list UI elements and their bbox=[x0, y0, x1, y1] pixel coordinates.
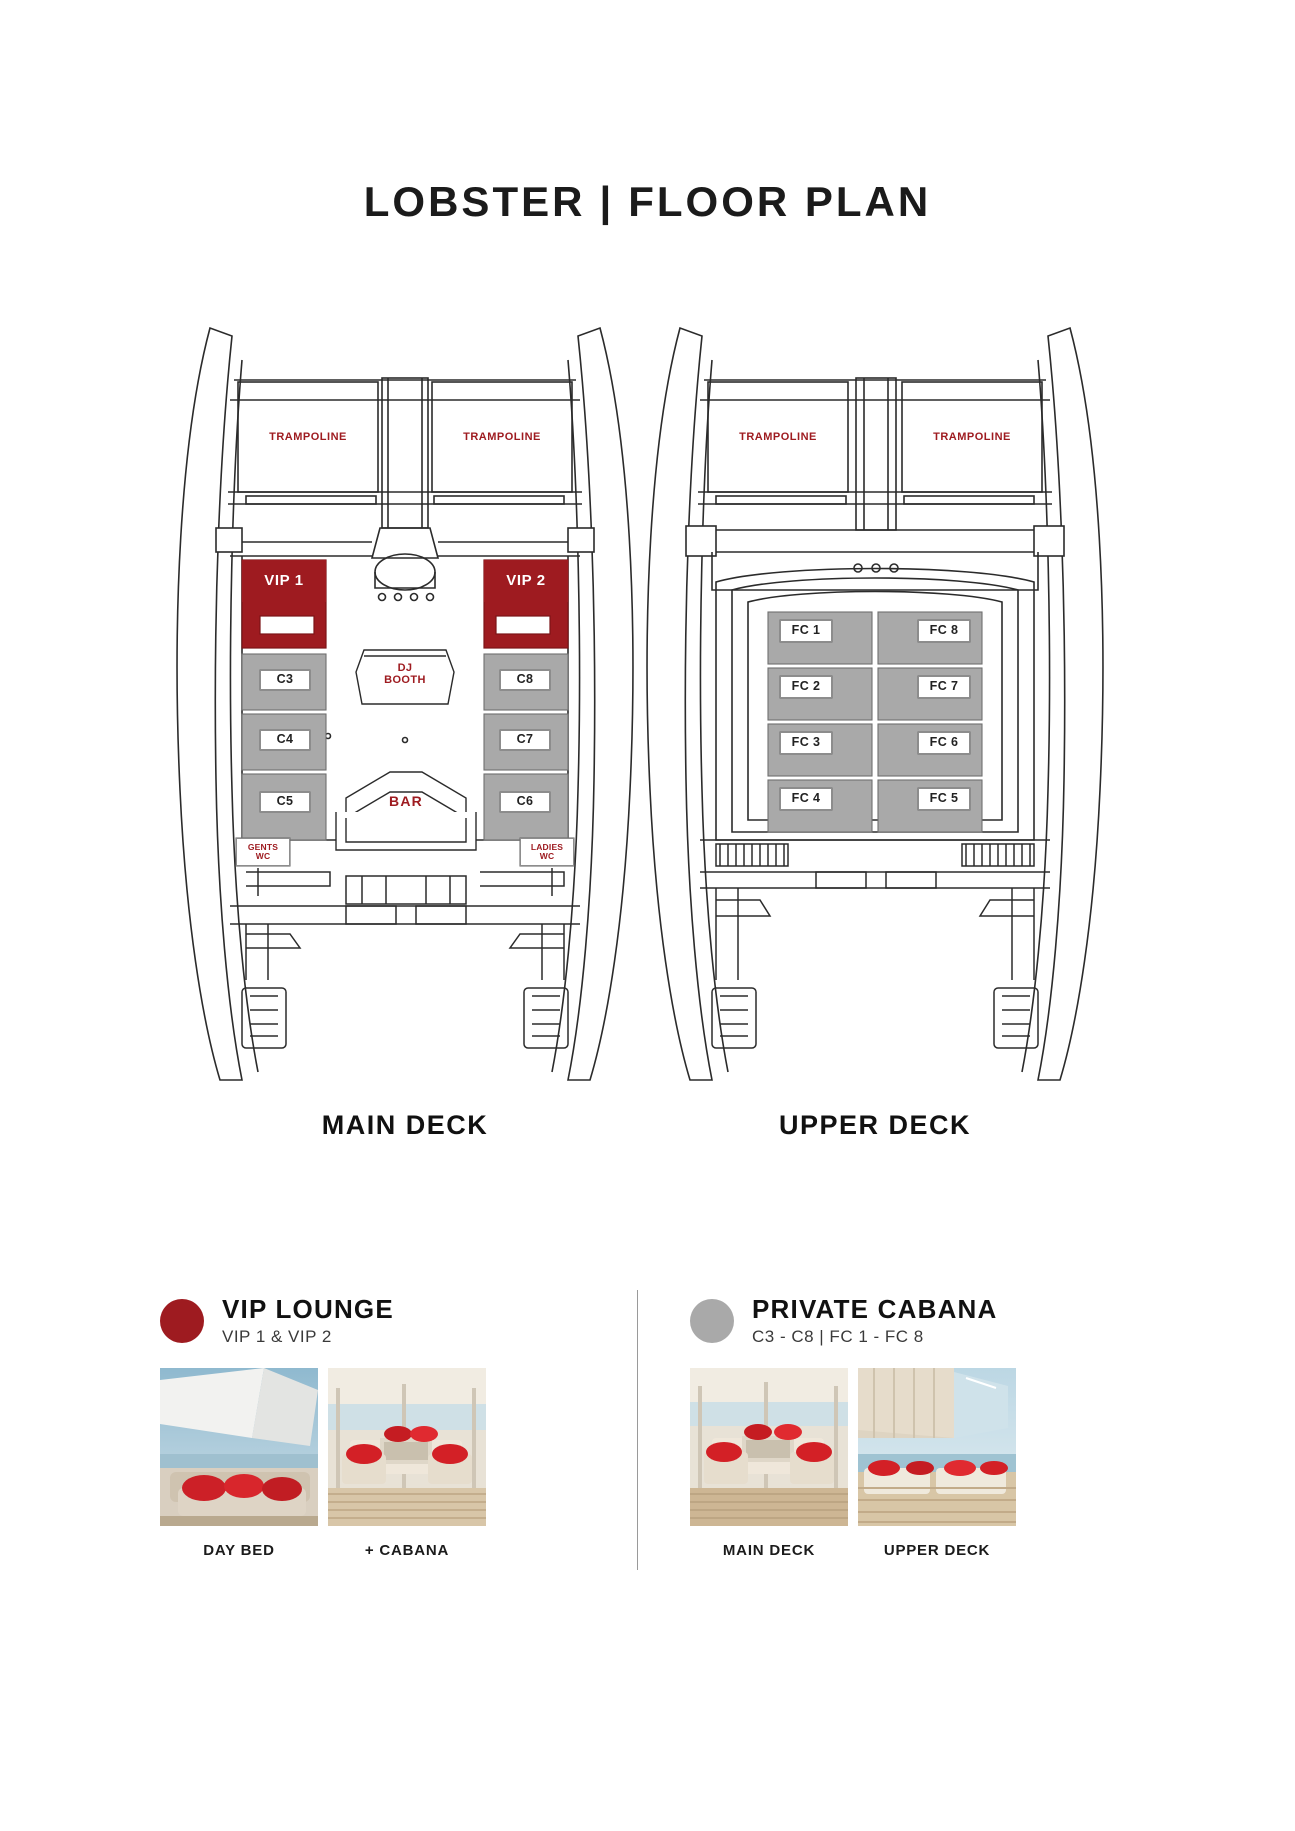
upper-deck-diagram bbox=[620, 320, 1130, 1120]
bar-shape bbox=[336, 772, 476, 850]
dj-booth-line-1: DJ bbox=[397, 662, 413, 675]
cabana-main-deck-photo bbox=[690, 1368, 848, 1526]
room-c5[interactable]: C5 bbox=[260, 792, 310, 812]
legend-vip-title: VIP LOUNGE bbox=[222, 1293, 394, 1324]
cabana-photo bbox=[328, 1368, 486, 1526]
ladies-wc-label bbox=[520, 838, 574, 866]
legend-cabana-thumb-1-caption: MAIN DECK bbox=[722, 1542, 816, 1559]
legend-cabana-subtitle: C3 - C8 | FC 1 - FC 8 bbox=[752, 1327, 924, 1347]
upper-trampoline-right-label: TRAMPOLINE bbox=[933, 431, 1011, 444]
legend-vip-thumb-1 bbox=[160, 1368, 318, 1559]
dj-booth-label bbox=[364, 658, 446, 692]
gents-wc-line-1: GENTS bbox=[247, 842, 279, 853]
main-deck-svg bbox=[150, 320, 660, 1120]
room-fc-6[interactable]: FC 6 bbox=[918, 732, 970, 754]
room-fc-1[interactable]: FC 1 bbox=[780, 620, 832, 642]
main-trampoline-right-label: TRAMPOLINE bbox=[463, 431, 541, 444]
cabana-color-swatch-icon bbox=[690, 1299, 734, 1343]
room-fc-2[interactable]: FC 2 bbox=[780, 676, 832, 698]
ladies-wc-line-2: WC bbox=[539, 851, 555, 861]
upper-trampoline-left-label: TRAMPOLINE bbox=[739, 431, 817, 444]
gents-wc-label bbox=[236, 838, 290, 866]
legend-vip-thumb-2-caption: + CABANA bbox=[364, 1542, 450, 1559]
room-vip-1[interactable]: VIP 1 bbox=[242, 560, 326, 602]
legend bbox=[150, 1290, 1150, 1590]
room-c3[interactable]: C3 bbox=[260, 670, 310, 690]
main-deck-label: MAIN DECK bbox=[321, 1110, 489, 1140]
room-c4[interactable]: C4 bbox=[260, 730, 310, 750]
room-fc-8[interactable]: FC 8 bbox=[918, 620, 970, 642]
legend-cabana-titles bbox=[752, 1295, 998, 1347]
gents-wc-line-2: WC bbox=[255, 851, 271, 861]
day-bed-photo bbox=[160, 1368, 318, 1526]
legend-cabana-header bbox=[690, 1290, 1110, 1352]
room-fc-5[interactable]: FC 5 bbox=[918, 788, 970, 810]
legend-vip-column bbox=[160, 1290, 580, 1559]
dj-booth-line-2: BOOTH bbox=[384, 674, 426, 686]
upper-deck-svg bbox=[620, 320, 1130, 1120]
room-c7[interactable]: C7 bbox=[500, 730, 550, 750]
legend-cabana-thumb-2 bbox=[858, 1368, 1016, 1559]
legend-cabana-thumb-1 bbox=[690, 1368, 848, 1559]
page-title bbox=[0, 178, 1295, 226]
title-word-2: FLOOR PLAN bbox=[628, 178, 932, 225]
legend-vip-subtitle: VIP 1 & VIP 2 bbox=[222, 1327, 332, 1347]
legend-cabana-thumb-2-caption: UPPER DECK bbox=[883, 1542, 991, 1559]
bar-label: BAR bbox=[389, 792, 423, 809]
legend-vip-thumb-2 bbox=[328, 1368, 486, 1559]
room-c8[interactable]: C8 bbox=[500, 670, 550, 690]
upper-deck-label: UPPER DECK bbox=[778, 1110, 972, 1140]
cabana-upper-deck-photo bbox=[858, 1368, 1016, 1526]
legend-vip-header bbox=[160, 1290, 580, 1352]
legend-vip-thumbs bbox=[160, 1368, 580, 1559]
ladies-wc-line-1: LADIES bbox=[530, 842, 564, 853]
legend-vip-titles bbox=[222, 1295, 394, 1347]
room-fc-4[interactable]: FC 4 bbox=[780, 788, 832, 810]
room-fc-7[interactable]: FC 7 bbox=[918, 676, 970, 698]
room-fc-3[interactable]: FC 3 bbox=[780, 732, 832, 754]
main-trampoline-left-label: TRAMPOLINE bbox=[269, 431, 347, 444]
vip-color-swatch-icon bbox=[160, 1299, 204, 1343]
room-c6[interactable]: C6 bbox=[500, 792, 550, 812]
legend-cabana-column bbox=[690, 1290, 1110, 1559]
legend-divider bbox=[637, 1290, 638, 1570]
legend-cabana-thumbs bbox=[690, 1368, 1110, 1559]
room-vip-2[interactable]: VIP 2 bbox=[484, 560, 568, 602]
title-word-1: LOBSTER bbox=[363, 178, 586, 225]
main-deck-diagram bbox=[150, 320, 660, 1120]
legend-vip-thumb-1-caption: DAY BED bbox=[203, 1542, 275, 1559]
title-separator: | bbox=[599, 178, 615, 225]
legend-cabana-title: PRIVATE CABANA bbox=[752, 1293, 998, 1324]
